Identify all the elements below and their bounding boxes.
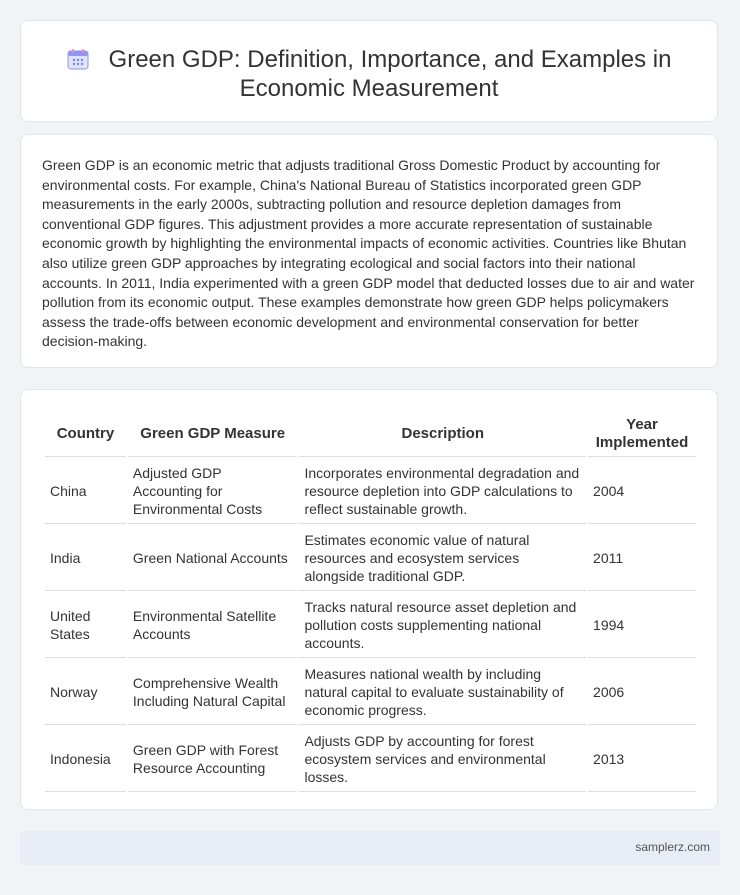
page-title [21, 45, 717, 103]
header-year: Year Implemented [588, 412, 696, 457]
page-title-text: Green GDP: Definition, Importance, and Examples in Economic Measurement [108, 46, 672, 102]
cell-country: China [45, 459, 126, 524]
cell-country: Norway [45, 660, 126, 725]
intro-paragraph: Green GDP is an economic metric that adjusts traditional Gross Domestic Product by accounting for environmental costs. For example, China's National Bureau of Statistics incorporated green GDP measurements in the early 2000s, subtracting pollution and resource depletion damages from conventional GDP figures. This adjustment provides a more accurate representation of sustainable economic growth by highlighting the environmental impacts of economic activities. Countries like Bhutan also utilize green GDP approaches by integrating ecological and social factors into their national accounts. In 2011, India experimented with a green GDP model that deducted losses due to air and water pollution from its economic output. These examples demonstrate how green GDP helps policymakers assess the trade-offs between economic development and environmental conservation for better decision-making. [42, 157, 695, 350]
cell-year: 2004 [588, 459, 696, 524]
table-row [45, 526, 696, 591]
cell-description: Adjusts GDP by accounting for forest ecosystem services and environmental losses. [299, 727, 586, 792]
cell-measure: Comprehensive Wealth Including Natural Capital [128, 660, 298, 725]
table-card [20, 389, 718, 810]
header-measure: Green GDP Measure [128, 412, 298, 457]
header-country: Country [45, 412, 126, 457]
cell-description: Measures national wealth by including natural capital to evaluate sustainability of economic progress. [299, 660, 586, 725]
cell-description: Tracks natural resource asset depletion and pollution costs supplementing national accounts. [299, 593, 586, 658]
cell-measure: Green National Accounts [128, 526, 298, 591]
table-row [45, 727, 696, 792]
green-gdp-table [43, 410, 698, 794]
cell-year: 1994 [588, 593, 696, 658]
calendar-icon [67, 48, 89, 70]
table-header-row [45, 412, 696, 457]
header-description: Description [299, 412, 586, 457]
table-row [45, 593, 696, 658]
cell-measure: Adjusted GDP Accounting for Environmental Costs [128, 459, 298, 524]
cell-description: Estimates economic value of natural resources and ecosystem services alongside traditional GDP. [299, 526, 586, 591]
cell-country: United States [45, 593, 126, 658]
cell-year: 2006 [588, 660, 696, 725]
cell-year: 2011 [588, 526, 696, 591]
cell-country: India [45, 526, 126, 591]
cell-description: Incorporates environmental degradation and resource depletion into GDP calculations to reflect sustainable growth. [299, 459, 586, 524]
cell-country: Indonesia [45, 727, 126, 792]
footer-bar [20, 831, 720, 865]
title-card [20, 20, 718, 122]
table-row [45, 459, 696, 524]
cell-year: 2013 [588, 727, 696, 792]
cell-measure: Environmental Satellite Accounts [128, 593, 298, 658]
intro-card [20, 134, 718, 368]
cell-measure: Green GDP with Forest Resource Accounting [128, 727, 298, 792]
footer-site-link[interactable]: samplerz.com [635, 840, 710, 854]
table-row [45, 660, 696, 725]
